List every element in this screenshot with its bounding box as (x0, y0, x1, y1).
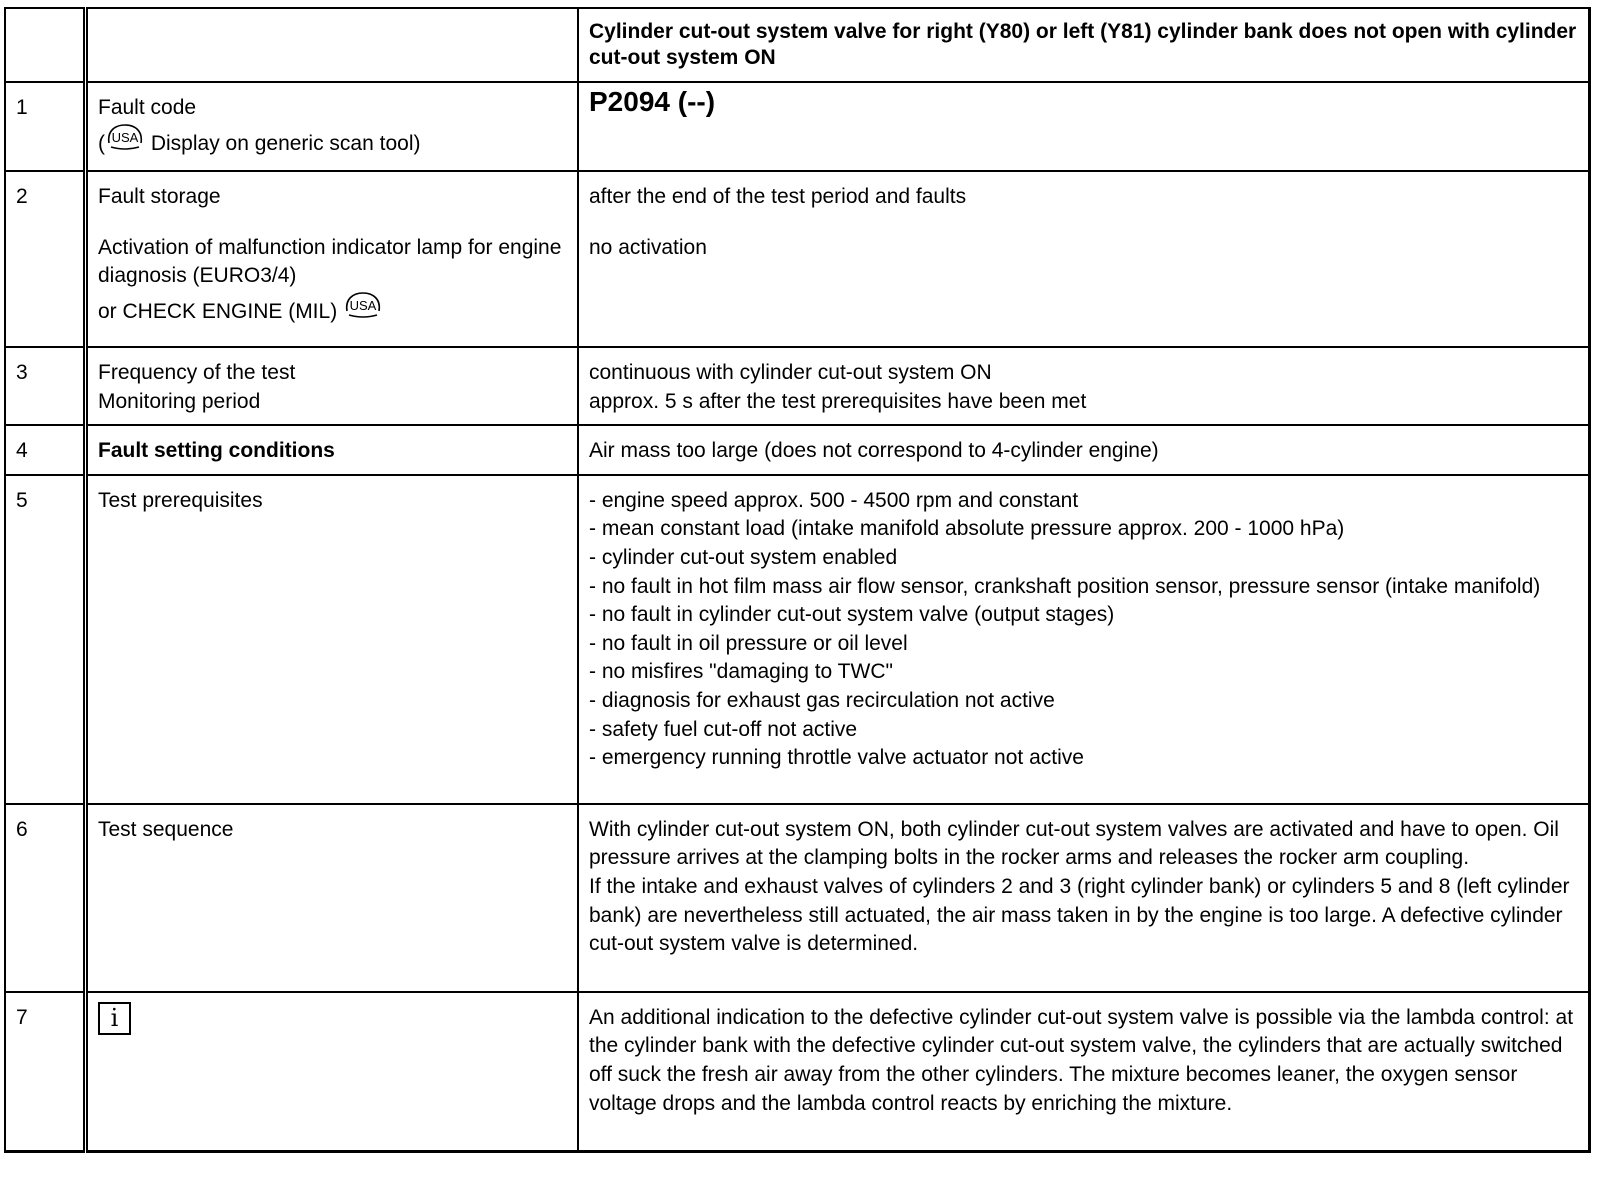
list-item: - no fault in oil pressure or oil level (589, 631, 908, 655)
list-item: - mean constant load (intake manifold absolute pressure approx. 200 - 1000 hPa) (589, 517, 1345, 541)
row-number: 7 (5, 992, 86, 1152)
fault-code-value: P2094 (--) (578, 82, 1590, 171)
table-row (5, 475, 1590, 804)
row-label (86, 347, 579, 425)
check-engine-label: or CHECK ENGINE (MIL) USA (98, 291, 568, 327)
fault-storage-label: Fault storage (98, 185, 221, 208)
table-row (5, 171, 1590, 347)
row-value (578, 171, 1590, 347)
header-label-cell (86, 8, 579, 82)
mil-activation-value: no activation (589, 235, 707, 259)
list-item: - engine speed approx. 500 - 4500 rpm and constant (589, 488, 1079, 512)
table-row (5, 992, 1590, 1152)
list-item: - no fault in cylinder cut-out system valve (output stages) (589, 603, 1115, 627)
frequency-value: continuous with cylinder cut-out system ON (589, 361, 992, 384)
usa-note: ( USA Display on generic scan tool) (98, 123, 568, 159)
fault-storage-value: after the end of the test period and faults (589, 185, 967, 208)
list-item: - safety fuel cut-off not active (589, 717, 858, 741)
row-label (86, 992, 579, 1152)
fault-code-label: Fault code (98, 96, 197, 119)
row-label (86, 171, 579, 347)
table-header-row (5, 8, 1590, 82)
monitoring-label: Monitoring period (98, 389, 261, 413)
row-number: 3 (5, 347, 86, 425)
monitoring-value: approx. 5 s after the test prerequisites have been met (589, 389, 1087, 413)
test-sequence-paragraph: With cylinder cut-out system ON, both cylinder cut-out system valves are activated and have to open. Oil pressure arrives at the clamping bolts in the rocker arms and releases the rocker arm coupling. (589, 817, 1559, 870)
list-item: - no misfires "damaging to TWC" (589, 660, 893, 684)
table-row (5, 425, 1590, 475)
info-icon: i (98, 1002, 131, 1035)
fault-setting-value: Air mass too large (does not correspond to 4-cylinder engine) (578, 425, 1590, 475)
frequency-label: Frequency of the test (98, 361, 296, 384)
row-number: 4 (5, 425, 86, 475)
table-row (5, 82, 1590, 171)
test-prerequisites-label: Test prerequisites (86, 475, 579, 804)
header-num-cell (5, 8, 86, 82)
row-number: 1 (5, 82, 86, 171)
test-sequence-label: Test sequence (86, 804, 579, 992)
prerequisite-list (578, 475, 1590, 804)
row-value (578, 804, 1590, 992)
list-item: - diagnosis for exhaust gas recirculation not active (589, 688, 1055, 712)
list-item: - cylinder cut-out system enabled (589, 545, 898, 569)
table-row (5, 347, 1590, 425)
row-number: 5 (5, 475, 86, 804)
list-item: - emergency running throttle valve actuator not active (589, 746, 1084, 770)
row-number: 6 (5, 804, 86, 992)
header-title: Cylinder cut-out system valve for right (Y80) or left (Y81) cylinder bank does not open with cylinder cut-out system ON (578, 8, 1590, 82)
fault-setting-label: Fault setting conditions (86, 425, 579, 475)
row-value (578, 347, 1590, 425)
usa-badge-icon (343, 291, 383, 321)
row-number: 2 (5, 171, 86, 347)
mil-activation-label: Activation of malfunction indicator lamp for engine diagnosis (EURO3/4) (98, 235, 562, 288)
additional-info-value: An additional indication to the defective cylinder cut-out system valve is possible via the lambda control: at the cylinder bank with the defective cylinder cut-out system valve, the cylinders that are actually switched off suck the fresh air away from the other cylinders. The mixture becomes leaner, the oxygen sensor voltage drops and the lambda control reacts by enriching the mixture. (578, 992, 1590, 1152)
fault-table (4, 7, 1591, 1153)
row-label (86, 82, 579, 171)
svg-text:USA: USA (349, 297, 377, 313)
svg-text:USA: USA (111, 129, 139, 145)
table-row (5, 804, 1590, 992)
list-item: - no fault in hot film mass air flow sensor, crankshaft position sensor, pressure sensor (intake manifold) (589, 574, 1541, 598)
usa-badge-icon (105, 123, 145, 153)
test-sequence-paragraph: If the intake and exhaust valves of cylinders 2 and 3 (right cylinder bank) or cylinders 5 and 8 (left cylinder bank) are nevertheless still actuated, the air mass taken in by the engine is too large. A defective cylinder cut-out system valve is determined. (589, 874, 1570, 956)
